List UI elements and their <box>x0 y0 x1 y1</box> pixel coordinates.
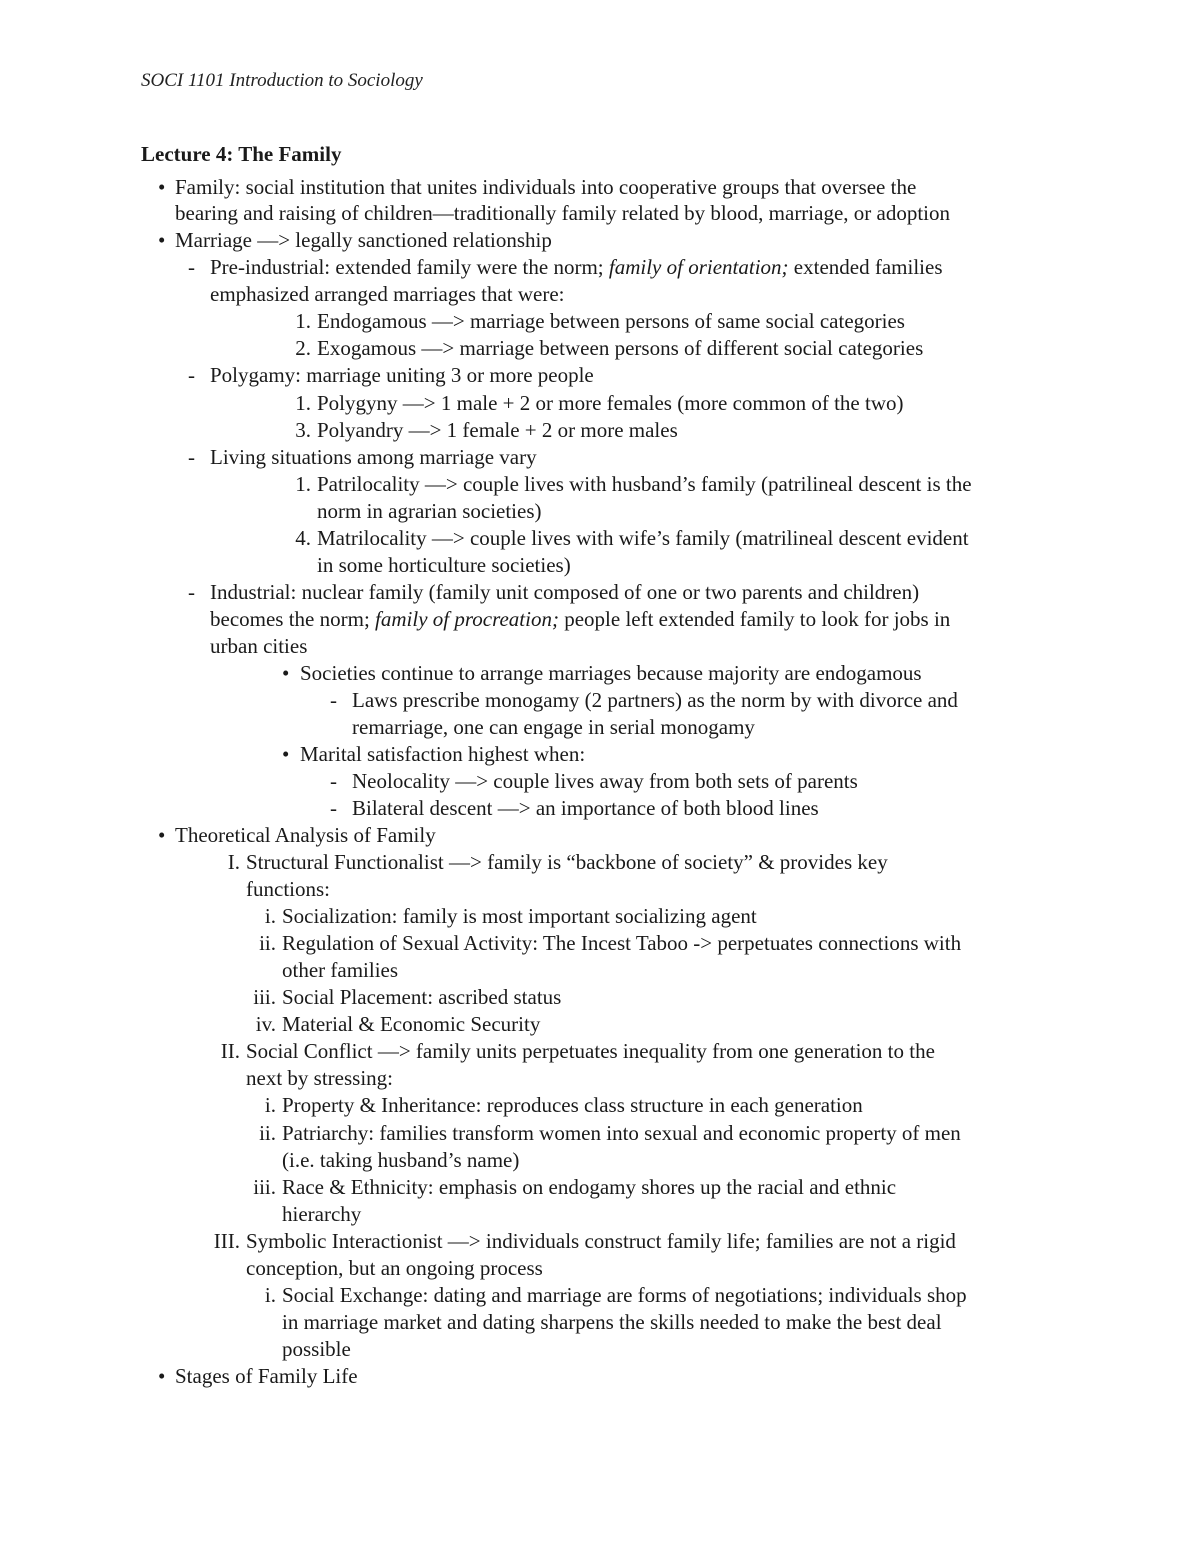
note-line: Marriage —> legally sanctioned relationship <box>175 228 552 252</box>
note-line: urban cities <box>210 634 308 658</box>
list-marker: I. <box>227 850 240 874</box>
note-line: Socialization: family is most important socializing agent <box>282 904 757 928</box>
list-marker: iii. <box>253 985 276 1009</box>
note-line: Bilateral descent —> an importance of both blood lines <box>352 796 819 820</box>
list-marker: 1. <box>295 472 311 496</box>
list-marker: • <box>158 1364 166 1388</box>
note-line: Regulation of Sexual Activity: The Incest Taboo -> perpetuates connections with <box>282 931 962 955</box>
note-line: next by stressing: <box>246 1066 393 1090</box>
list-marker: iv. <box>255 1012 276 1036</box>
list-marker: • <box>158 823 166 847</box>
note-line: bearing and raising of children—traditionally family related by blood, marriage, or adoption <box>175 201 951 225</box>
note-line: in some horticulture societies) <box>317 553 571 577</box>
note-line: Structural Functionalist —> family is “backbone of society” & provides key <box>246 850 888 874</box>
note-line: norm in agrarian societies) <box>317 499 542 523</box>
list-marker: 3. <box>295 418 311 442</box>
note-text: Pre-industrial: extended family were the norm; <box>210 255 609 279</box>
note-line: Neolocality —> couple lives away from both sets of parents <box>352 769 858 793</box>
italic-term: family of orientation; <box>608 255 789 279</box>
list-marker: i. <box>264 1093 276 1117</box>
note-line: hierarchy <box>282 1202 362 1226</box>
list-marker: - <box>188 255 195 279</box>
lecture-title: Lecture 4: The Family <box>141 142 342 166</box>
note-line: possible <box>282 1337 351 1361</box>
note-line: Race & Ethnicity: emphasis on endogamy shores up the racial and ethnic <box>282 1175 897 1199</box>
note-line: in marriage market and dating sharpens the skills needed to make the best deal <box>282 1310 942 1334</box>
list-marker: • <box>158 228 166 252</box>
list-marker: ii. <box>259 931 276 955</box>
note-line: Polyandry —> 1 female + 2 or more males <box>317 418 678 442</box>
list-marker: - <box>188 445 195 469</box>
list-marker: - <box>330 769 337 793</box>
document-header: SOCI 1101 Introduction to Sociology <box>141 70 423 91</box>
note-line: Stages of Family Life <box>175 1364 358 1388</box>
list-marker: 1. <box>295 391 311 415</box>
note-line: Matrilocality —> couple lives with wife’s family (matrilineal descent evident <box>317 526 969 550</box>
note-line: Polygamy: marriage uniting 3 or more people <box>210 363 594 387</box>
list-marker: 2. <box>295 336 311 360</box>
list-marker: • <box>282 661 290 685</box>
note-line: (i.e. taking husband’s name) <box>282 1148 520 1172</box>
note-line: Exogamous —> marriage between persons of different social categories <box>317 336 924 360</box>
list-marker: iii. <box>253 1175 276 1199</box>
note-line: Societies continue to arrange marriages because majority are endogamous <box>300 661 922 685</box>
note-line: remarriage, one can engage in serial monogamy <box>352 715 755 739</box>
note-line: other families <box>282 958 399 982</box>
note-text: becomes the norm; <box>210 607 376 631</box>
list-marker: - <box>188 363 195 387</box>
note-line: Property & Inheritance: reproduces class structure in each generation <box>282 1093 863 1117</box>
note-line: Laws prescribe monogamy (2 partners) as the norm by with divorce and <box>352 688 958 712</box>
note-text: people left extended family to look for jobs in <box>558 607 951 631</box>
list-marker: ii. <box>259 1121 276 1145</box>
note-line: Endogamous —> marriage between persons of same social categories <box>317 309 905 333</box>
note-line: Patriarchy: families transform women into sexual and economic property of men <box>282 1121 961 1145</box>
list-marker: • <box>158 175 166 199</box>
note-line: Social Placement: ascribed status <box>282 985 562 1009</box>
note-line: Family: social institution that unites individuals into cooperative groups that oversee the <box>175 175 917 199</box>
list-marker: - <box>330 796 337 820</box>
list-marker: • <box>282 742 290 766</box>
list-marker: i. <box>264 1283 276 1307</box>
list-marker: - <box>330 688 337 712</box>
note-line: functions: <box>246 877 330 901</box>
note-line: Patrilocality —> couple lives with husband’s family (patrilineal descent is the <box>317 472 972 496</box>
note-line: Symbolic Interactionist —> individuals construct family life; families are not a rigid <box>246 1229 956 1253</box>
note-line: Polygyny —> 1 male + 2 or more females (more common of the two) <box>317 391 904 415</box>
note-line <box>210 606 950 633</box>
note-line: emphasized arranged marriages that were: <box>210 282 565 306</box>
list-marker: 1. <box>295 309 311 333</box>
note-line: Living situations among marriage vary <box>210 445 537 469</box>
note-line: Marital satisfaction highest when: <box>300 742 586 766</box>
italic-term: family of procreation; <box>375 607 559 631</box>
list-marker: III. <box>213 1229 240 1253</box>
note-line <box>210 254 943 281</box>
list-marker: - <box>188 580 195 604</box>
note-line: Social Conflict —> family units perpetuates inequality from one generation to the <box>246 1039 935 1063</box>
list-marker: II. <box>220 1039 240 1063</box>
list-marker: 4. <box>295 526 311 550</box>
note-line: conception, but an ongoing process <box>246 1256 543 1280</box>
list-marker: i. <box>264 904 276 928</box>
note-text: extended families <box>788 255 943 279</box>
note-line: Social Exchange: dating and marriage are forms of negotiations; individuals shop <box>282 1283 967 1307</box>
note-line: Theoretical Analysis of Family <box>175 823 436 847</box>
note-line: Material & Economic Security <box>282 1012 541 1036</box>
note-line: Industrial: nuclear family (family unit composed of one or two parents and children) <box>210 580 920 604</box>
